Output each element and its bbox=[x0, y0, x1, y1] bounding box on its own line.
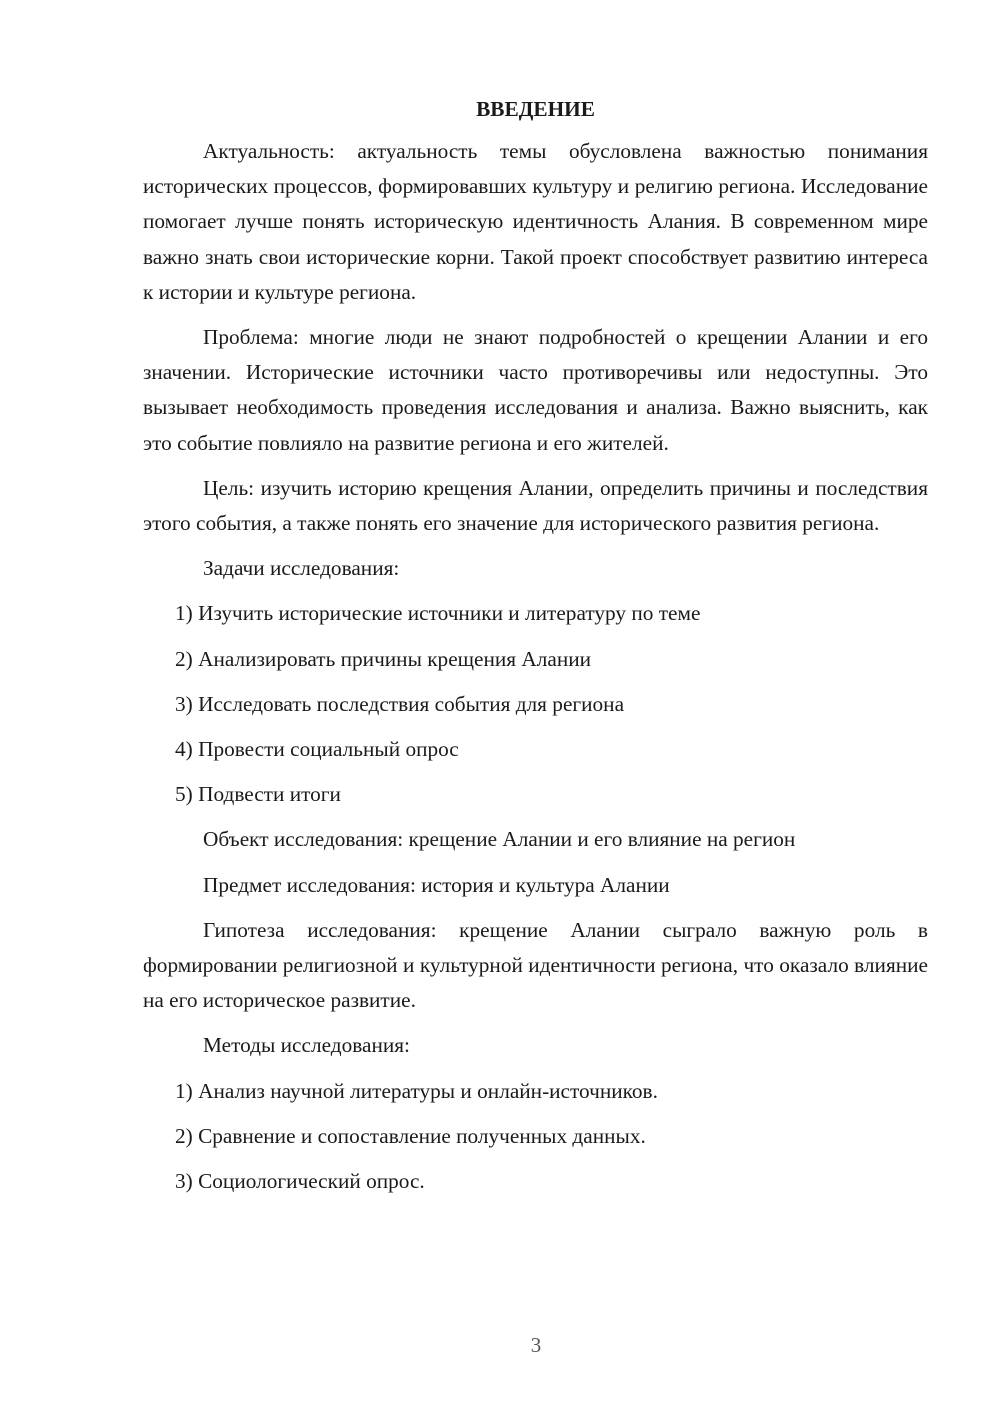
hypothesis-paragraph: Гипотеза исследования: крещение Алании сыграло важную роль в формировании религиозной и культурной идентичности региона, что оказало влияние на его историческое развитие. bbox=[143, 917, 928, 1013]
problem-paragraph: Проблема: многие люди не знают подробностей о крещении Алании и его значении. Исторические источники часто противоречивы или недоступны. Это вызывает необходимость проведения исследования и анализа. Важно выяснить, как это событие повлияло на развитие региона и его жителей. bbox=[143, 325, 928, 455]
list-item: 3) Исследовать последствия события для региона bbox=[175, 691, 625, 716]
tasks-heading: Задачи исследования: bbox=[203, 556, 400, 581]
methods-list bbox=[143, 1074, 928, 1200]
list-item: 1) Изучить исторические источники и литературу по теме bbox=[175, 601, 701, 626]
tasks-list bbox=[143, 596, 928, 812]
list-item: 1) Анализ научной литературы и онлайн-источников. bbox=[175, 1078, 658, 1103]
document-page bbox=[143, 92, 928, 1209]
list-item: 3) Социологический опрос. bbox=[175, 1169, 425, 1194]
list-item: 2) Анализировать причины крещения Алании bbox=[175, 646, 592, 671]
page-number: 3 bbox=[530, 1333, 542, 1357]
object-line: Объект исследования: крещение Алании и его влияние на регион bbox=[203, 827, 796, 852]
section-title: ВВЕДЕНИЕ bbox=[476, 97, 595, 121]
methods-heading: Методы исследования: bbox=[203, 1033, 410, 1058]
list-item: 4) Провести социальный опрос bbox=[175, 737, 459, 762]
actuality-paragraph: Актуальность: актуальность темы обусловлена важностью понимания исторических процессов, формировавших культуру и религию региона. Исследование помогает лучше понять историческую идентичность Алания. В современном мире важно знать свои исторические корни. Такой проект способствует развитию интереса к истории и культуре региона. bbox=[143, 139, 928, 304]
subject-line: Предмет исследования: история и культура Алании bbox=[203, 872, 670, 897]
goal-paragraph: Цель: изучить историю крещения Алании, определить причины и последствия этого события, а также понять его значение для исторического развития региона. bbox=[143, 475, 928, 536]
list-item: 2) Сравнение и сопоставление полученных данных. bbox=[175, 1123, 646, 1148]
list-item: 5) Подвести итоги bbox=[175, 782, 341, 807]
